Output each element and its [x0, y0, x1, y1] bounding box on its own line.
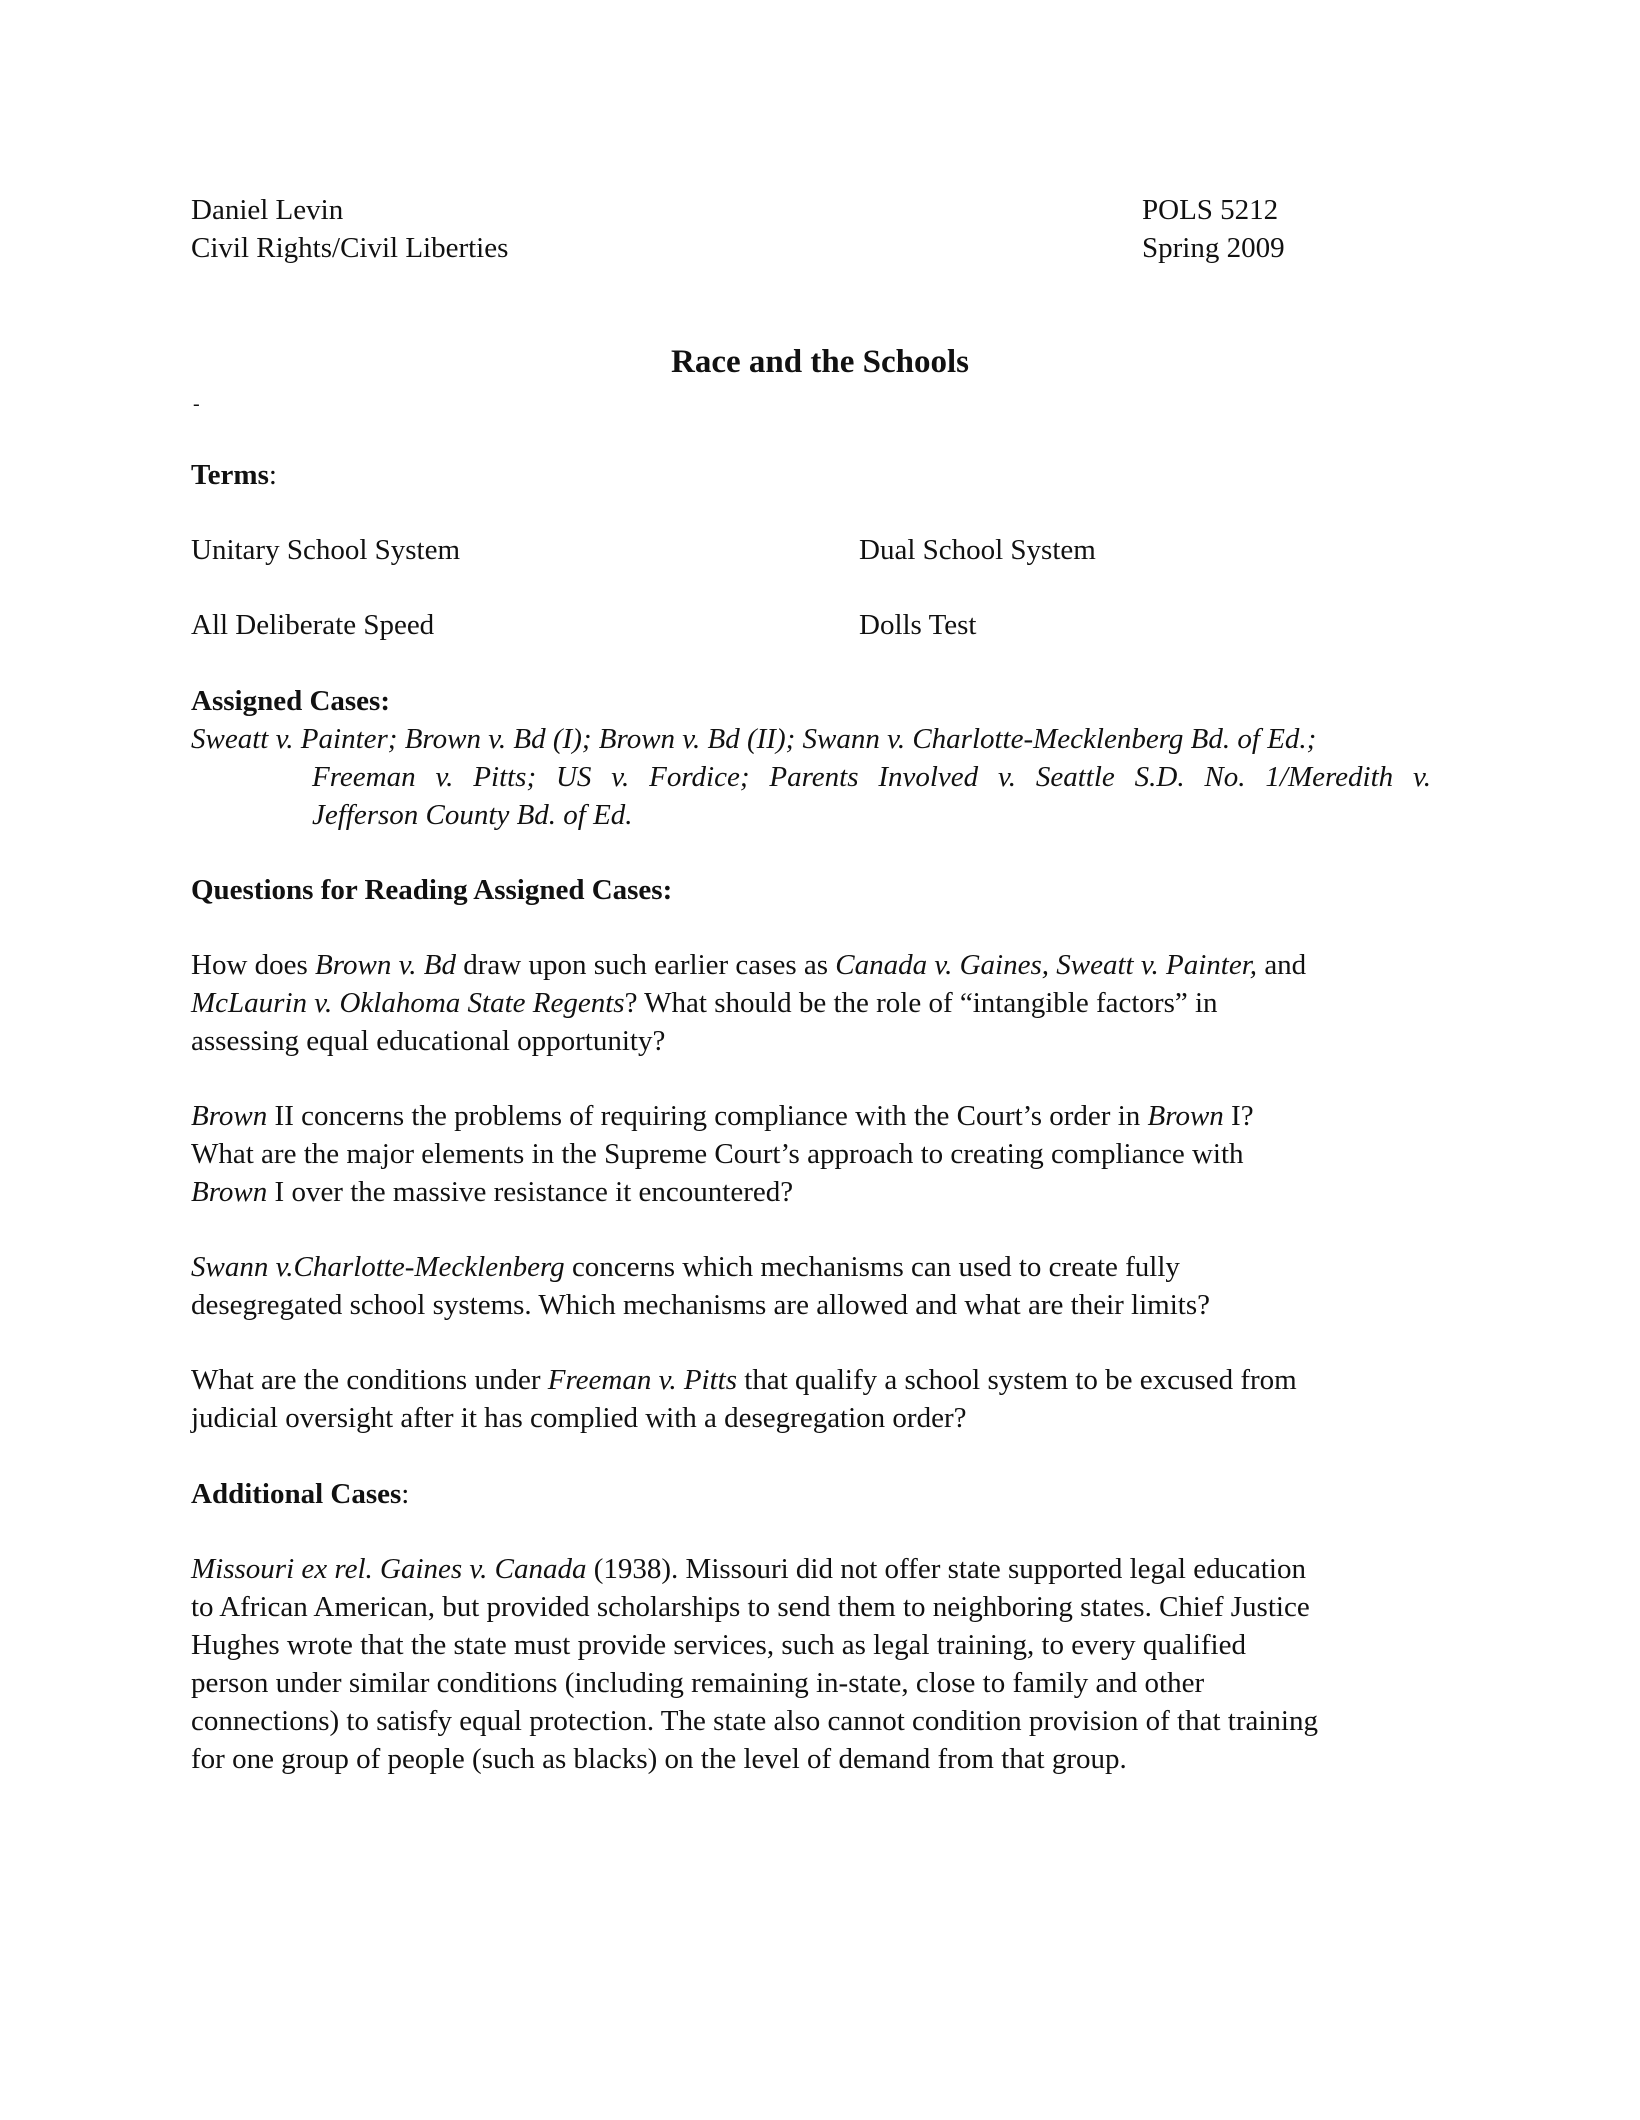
case-summary-text: (1938). Missouri did not offer state supported legal education [586, 1553, 1306, 1585]
case-name: Swann v.Charlotte-Mecklenberg [191, 1251, 565, 1283]
question-paragraph [191, 946, 1431, 1060]
question-text: that qualify a school system to be excused from [737, 1364, 1297, 1396]
assigned-cases-line: Sweatt v. Painter; Brown v. Bd (I); Brown v. Bd (II); Swann v. Charlotte-Mecklenberg Bd. of Ed.; [191, 723, 1317, 755]
terms-heading [191, 456, 277, 494]
case-summary-text: to African American, but provided scholarships to send them to neighboring states. Chief Justice [191, 1591, 1310, 1623]
additional-cases-heading-colon: : [401, 1478, 410, 1510]
term-item: All Deliberate Speed [191, 609, 435, 641]
question-text: What are the conditions under [191, 1364, 548, 1396]
course-term: Spring 2009 [1142, 232, 1285, 264]
case-summary-text: Hughes wrote that the state must provide services, such as legal training, to every qualified [191, 1629, 1246, 1661]
question-paragraph [191, 1361, 1431, 1437]
assigned-cases-list [191, 720, 1431, 834]
case-name: Brown [191, 1176, 268, 1208]
additional-cases-heading [191, 1475, 409, 1513]
question-text: judicial oversight after it has complied with a desegregation order? [191, 1402, 967, 1434]
question-paragraph [191, 1248, 1431, 1324]
questions-heading: Questions for Reading Assigned Cases: [191, 874, 673, 906]
assigned-cases-line: Jefferson County Bd. of Ed. [312, 799, 633, 831]
page-title: Race and the Schools [671, 344, 969, 380]
question-text: What are the major elements in the Supreme Court’s approach to creating compliance with [191, 1138, 1244, 1170]
case-name: Brown [1147, 1100, 1224, 1132]
question-text: II concerns the problems of requiring compliance with the Court’s order in [267, 1100, 1148, 1132]
case-name: Canada v. Gaines, Sweatt v. Painter, [835, 949, 1258, 981]
course-name: Civil Rights/Civil Liberties [191, 232, 509, 264]
terms-heading-colon: : [268, 459, 277, 491]
case-summary-text: connections) to satisfy equal protection. The state also cannot condition provision of that training [191, 1705, 1318, 1737]
case-summary-paragraph [191, 1550, 1431, 1778]
course-code: POLS 5212 [1142, 194, 1279, 226]
question-text: draw upon such earlier cases as [456, 949, 836, 981]
term-item: Dual School System [859, 534, 1096, 566]
term-item: Unitary School System [191, 534, 461, 566]
term-item: Dolls Test [859, 609, 977, 641]
author-name: Daniel Levin [191, 194, 344, 226]
case-summary-text: for one group of people (such as blacks) on the level of demand from that group. [191, 1743, 1127, 1775]
question-text: How does [191, 949, 316, 981]
additional-cases-heading-text: Additional Cases [191, 1478, 402, 1510]
question-paragraph [191, 1097, 1431, 1211]
case-name: Brown [191, 1100, 268, 1132]
assigned-cases-line: Freeman v. Pitts; US v. Fordice; Parents Involved v. Seattle S.D. No. 1/Meredith v. [312, 761, 1431, 793]
case-name: Missouri ex rel. Gaines v. Canada [191, 1553, 587, 1585]
question-text: I? [1223, 1100, 1254, 1132]
assigned-cases-heading: Assigned Cases: [191, 685, 390, 717]
question-text: and [1257, 949, 1307, 981]
case-summary-text: person under similar conditions (including remaining in-state, close to family and other [191, 1667, 1205, 1699]
case-name: Brown v. Bd [315, 949, 456, 981]
question-text: assessing equal educational opportunity? [191, 1025, 666, 1057]
question-text: ? What should be the role of “intangible factors” in [624, 987, 1218, 1019]
question-text: concerns which mechanisms can used to create fully [564, 1251, 1180, 1283]
stray-mark: - [193, 393, 200, 415]
case-name: McLaurin v. Oklahoma State Regents [191, 987, 625, 1019]
terms-heading-text: Terms [191, 459, 269, 491]
question-text: I over the massive resistance it encountered? [267, 1176, 794, 1208]
question-text: desegregated school systems. Which mechanisms are allowed and what are their limits? [191, 1289, 1210, 1321]
case-name: Freeman v. Pitts [547, 1364, 738, 1396]
